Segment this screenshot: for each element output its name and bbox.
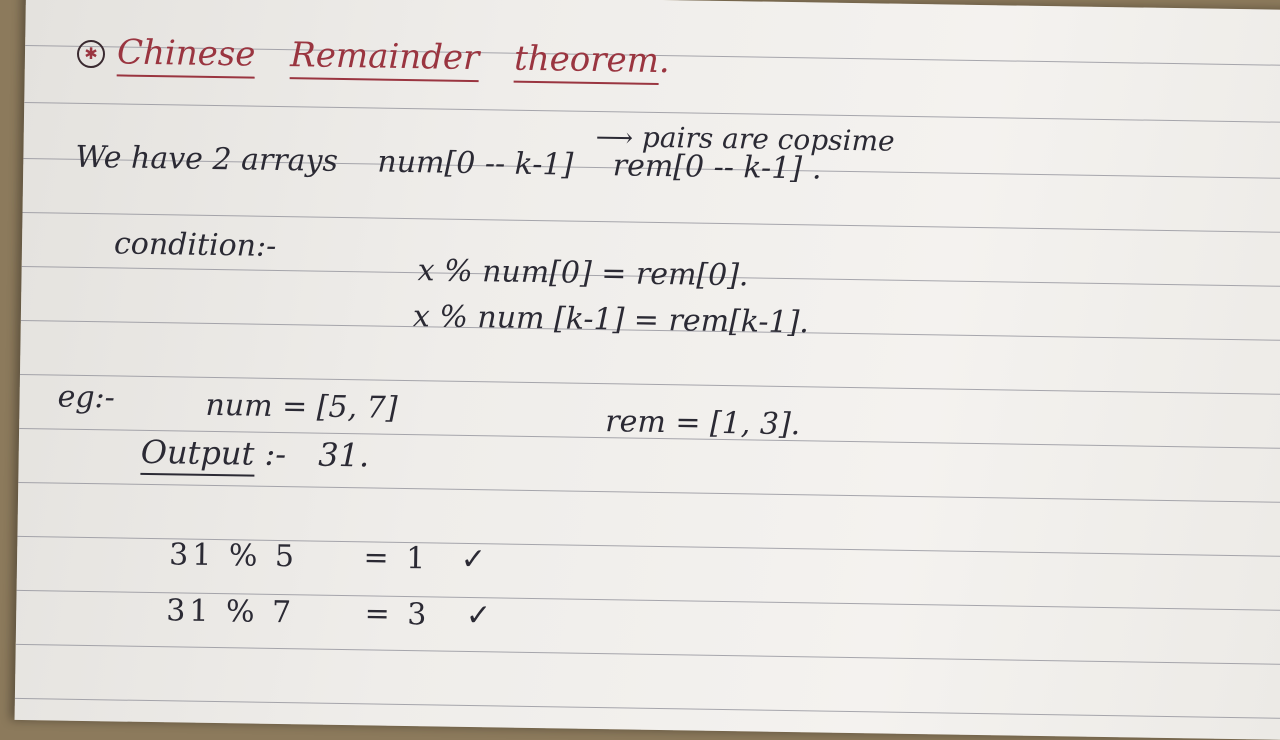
- condition-label: condition:-: [113, 226, 277, 264]
- example-label: eg:-: [57, 379, 116, 416]
- output-value: 31.: [318, 435, 370, 475]
- title-word: theorem: [514, 39, 659, 85]
- star-bullet-icon: ✱: [77, 40, 105, 68]
- num-array: num[0 -- k-1]: [377, 144, 574, 183]
- page-title: [77, 32, 671, 82]
- annotation-text: pairs are copsime: [641, 120, 895, 158]
- output-line: [140, 432, 370, 475]
- ruled-line: [16, 644, 1280, 665]
- intro-end: .: [811, 151, 822, 187]
- check-mark-icon: ✓: [465, 597, 496, 634]
- ruled-line: [15, 698, 1280, 719]
- title-end: .: [658, 40, 671, 82]
- check-rhs: = 3: [364, 596, 431, 633]
- check-row: [168, 537, 491, 578]
- arrow-right-icon: ⟶: [595, 122, 634, 154]
- ruled-line: [24, 102, 1280, 123]
- check-lhs: 31 % 7: [165, 593, 296, 631]
- output-separator: :-: [264, 434, 287, 474]
- rem-array: rem[0 -- k-1]: [612, 148, 803, 187]
- output-label: Output: [140, 433, 254, 477]
- ruled-line: [18, 482, 1280, 503]
- check-row: [165, 593, 496, 634]
- notebook-page: [15, 0, 1280, 740]
- title-word: Chinese: [117, 32, 256, 78]
- title-word: Remainder: [290, 35, 480, 82]
- example-rem: rem = [1, 3].: [605, 404, 801, 443]
- intro-line: [75, 139, 822, 187]
- condition-line-2: x % num [k-1] = rem[k-1].: [412, 299, 810, 341]
- example-num: num = [5, 7]: [205, 387, 398, 426]
- intro-lead: We have 2 arrays: [75, 139, 339, 179]
- check-mark-icon: ✓: [460, 541, 491, 578]
- check-rhs: = 1: [363, 540, 430, 577]
- condition-line-1: x % num[0] = rem[0].: [417, 253, 749, 294]
- check-lhs: 31 % 5: [168, 537, 299, 575]
